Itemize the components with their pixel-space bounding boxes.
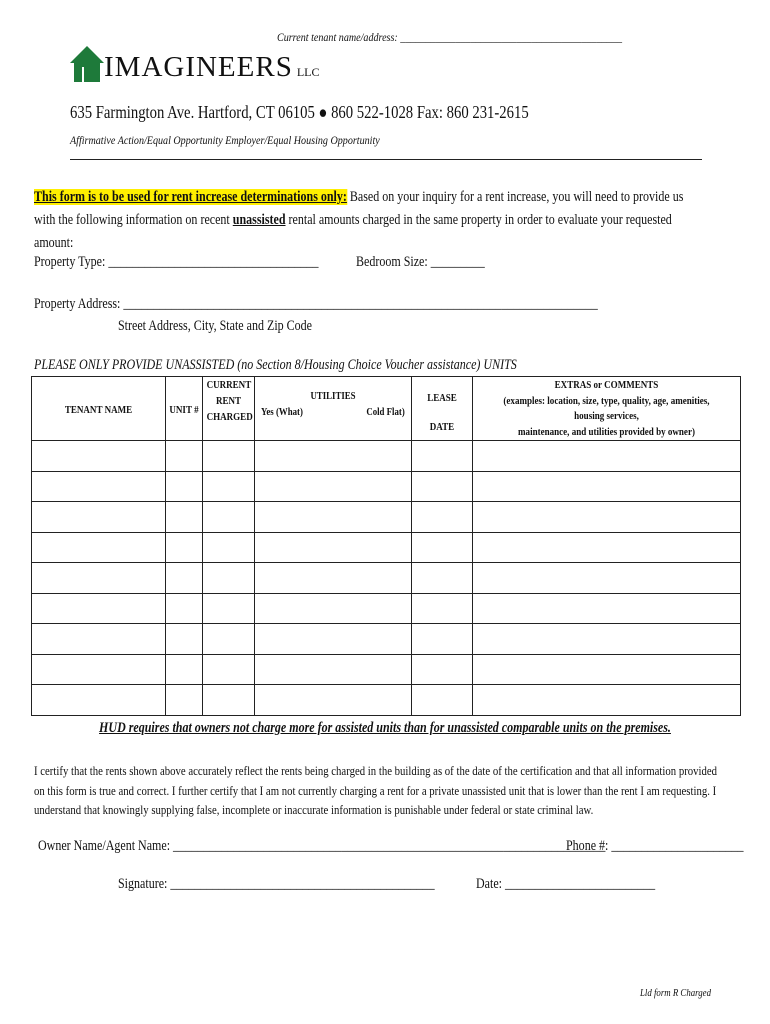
- cell-utilities[interactable]: [255, 441, 412, 472]
- cell-utilities[interactable]: [255, 471, 412, 502]
- owner-name-field[interactable]: Owner Name/Agent Name: ________________________________________________________________________: [38, 838, 606, 854]
- form-footer: Lld form R Charged: [640, 988, 711, 999]
- table-row: [32, 563, 741, 594]
- cell-tenant-name[interactable]: [32, 441, 166, 472]
- company-suffix: LLC: [296, 65, 320, 79]
- cell-lease-date[interactable]: [412, 654, 473, 685]
- cell-utilities[interactable]: [255, 532, 412, 563]
- house-logo-icon: [70, 46, 104, 82]
- table-row: [32, 654, 741, 685]
- cell-extras-comments[interactable]: [473, 624, 741, 655]
- cell-current-rent[interactable]: [203, 685, 255, 716]
- company-name: [104, 52, 320, 87]
- cell-lease-date[interactable]: [412, 532, 473, 563]
- cell-utilities[interactable]: [255, 502, 412, 533]
- cell-utilities[interactable]: [255, 624, 412, 655]
- cell-lease-date[interactable]: [412, 624, 473, 655]
- table-row: [32, 532, 741, 563]
- cell-current-rent[interactable]: [203, 654, 255, 685]
- cell-extras-comments[interactable]: [473, 654, 741, 685]
- cell-lease-date[interactable]: [412, 563, 473, 594]
- cell-current-rent[interactable]: [203, 624, 255, 655]
- unassisted-units-note: PLEASE ONLY PROVIDE UNASSISTED (no Section 8/Housing Choice Voucher assistance) UNITS: [34, 357, 517, 373]
- cell-utilities[interactable]: [255, 654, 412, 685]
- intro-highlight: This form is to be used for rent increase determinations only:: [34, 189, 347, 205]
- cell-current-rent[interactable]: [203, 441, 255, 472]
- cell-tenant-name[interactable]: [32, 624, 166, 655]
- cell-extras-comments[interactable]: [473, 532, 741, 563]
- cell-utilities[interactable]: [255, 563, 412, 594]
- cell-utilities[interactable]: [255, 685, 412, 716]
- header-extras-comments: EXTRAS or COMMENTS (examples: location, size, type, quality, age, amenities, housing services, maintenance, and utilities provided by owner): [473, 377, 741, 441]
- cell-unit[interactable]: [166, 593, 203, 624]
- cell-extras-comments[interactable]: [473, 593, 741, 624]
- header-divider: [70, 159, 702, 160]
- signature-field[interactable]: Signature: ____________________________________________: [118, 876, 435, 892]
- date-field[interactable]: Date: _________________________: [476, 876, 656, 892]
- cell-unit[interactable]: [166, 502, 203, 533]
- cell-lease-date[interactable]: [412, 685, 473, 716]
- cell-unit[interactable]: [166, 624, 203, 655]
- certification-text: I certify that the rents shown above accurately reflect the rents being charged in the building as of the date of the certification and that all information provided on this form is true and correct. I further certify that I am not currently charging a rent for a private unassisted unit that is lower than the rent I am requesting. I understand that knowingly supplying false, incomplete or inaccurate information is punishable under federal or state criminal law.: [34, 764, 718, 817]
- hud-notice: HUD requires that owners not charge more for assisted units than for unassisted comparable units on the premises.: [99, 720, 671, 736]
- bedroom-size-field[interactable]: Bedroom Size: _________: [356, 254, 485, 270]
- current-tenant-line[interactable]: Current tenant name/address: ____________________________________________: [277, 30, 623, 44]
- header-tenant-name: TENANT NAME: [32, 377, 166, 441]
- intro-paragraph: [34, 186, 706, 255]
- header-lease-date: LEASE DATE: [412, 377, 473, 441]
- cell-lease-date[interactable]: [412, 502, 473, 533]
- street-address-hint: Street Address, City, State and Zip Code: [118, 318, 313, 334]
- cell-extras-comments[interactable]: [473, 441, 741, 472]
- rent-comparables-table: [31, 376, 741, 716]
- eeo-statement: Affirmative Action/Equal Opportunity Employer/Equal Housing Opportunity: [70, 133, 380, 147]
- cell-extras-comments[interactable]: [473, 685, 741, 716]
- cell-current-rent[interactable]: [203, 532, 255, 563]
- table-row: [32, 502, 741, 533]
- intro-text-2: rental amounts charged in the same property in order to evaluate your requested amount:: [34, 212, 672, 251]
- cell-lease-date[interactable]: [412, 471, 473, 502]
- cell-current-rent[interactable]: [203, 563, 255, 594]
- table-row: [32, 441, 741, 472]
- cell-lease-date[interactable]: [412, 441, 473, 472]
- cell-unit[interactable]: [166, 532, 203, 563]
- company-brand: IMAGINEERS: [104, 51, 293, 83]
- property-type-field[interactable]: Property Type: ___________________________________: [34, 254, 319, 270]
- intro-emphasis: unassisted: [232, 212, 286, 228]
- cell-unit[interactable]: [166, 441, 203, 472]
- header-utilities: UTILITIES Yes (What) Cold Flat): [255, 377, 412, 441]
- cell-extras-comments[interactable]: [473, 471, 741, 502]
- table-row: [32, 685, 741, 716]
- company-address: 635 Farmington Ave. Hartford, CT 06105 ● 860 522-1028 Fax: 860 231-2615: [70, 102, 529, 122]
- table-row: [32, 471, 741, 502]
- cell-current-rent[interactable]: [203, 471, 255, 502]
- cell-tenant-name[interactable]: [32, 471, 166, 502]
- cell-extras-comments[interactable]: [473, 502, 741, 533]
- phone-field[interactable]: Phone #: ______________________: [566, 838, 744, 854]
- cell-tenant-name[interactable]: [32, 593, 166, 624]
- table-row: [32, 593, 741, 624]
- cell-tenant-name[interactable]: [32, 502, 166, 533]
- table-row: [32, 624, 741, 655]
- cell-tenant-name[interactable]: [32, 654, 166, 685]
- cell-unit[interactable]: [166, 563, 203, 594]
- cell-unit[interactable]: [166, 685, 203, 716]
- header-unit: UNIT #: [166, 377, 203, 441]
- intro-text-1: Based on your inquiry for a rent increase, you will need to provide us with the following information on recent: [34, 189, 684, 228]
- cell-tenant-name[interactable]: [32, 685, 166, 716]
- cell-lease-date[interactable]: [412, 593, 473, 624]
- cell-current-rent[interactable]: [203, 593, 255, 624]
- property-address-field[interactable]: Property Address: _______________________________________________________________________________: [34, 296, 598, 312]
- cell-tenant-name[interactable]: [32, 532, 166, 563]
- header-current-rent: CURRENT RENT CHARGED: [203, 377, 255, 441]
- cell-current-rent[interactable]: [203, 502, 255, 533]
- cell-unit[interactable]: [166, 471, 203, 502]
- cell-tenant-name[interactable]: [32, 563, 166, 594]
- cell-extras-comments[interactable]: [473, 563, 741, 594]
- cell-unit[interactable]: [166, 654, 203, 685]
- cell-utilities[interactable]: [255, 593, 412, 624]
